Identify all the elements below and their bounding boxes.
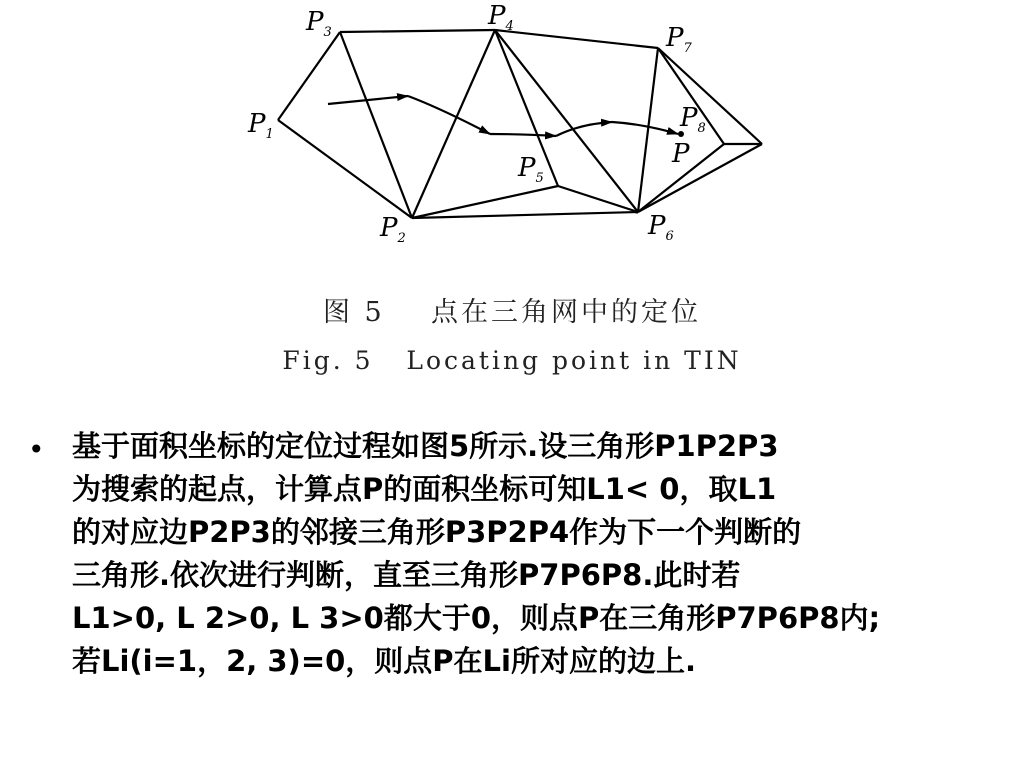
path-arrow-5 bbox=[612, 122, 678, 134]
bullet-marker: • bbox=[28, 433, 45, 466]
label-p1: $P_1$ bbox=[248, 109, 274, 142]
figure-caption-english: Fig. 5 Locating point in TIN bbox=[282, 346, 742, 375]
path-arrow-3 bbox=[490, 134, 556, 136]
edge-p5-p6 bbox=[558, 186, 638, 212]
label-p7: $P_7$ bbox=[666, 23, 692, 56]
label-p8: $P_8$ bbox=[680, 103, 706, 136]
figure-caption-chinese: 图 5 点在三角网中的定位 bbox=[322, 297, 702, 328]
edge-p2-p6 bbox=[412, 212, 638, 218]
body-paragraph: 基于面积坐标的定位过程如图5所示.设三角形P1P2P3 为搜索的起点，计算点P的面积坐标可知L1< 0，取L1 的对应边P2P3的邻接三角形P3P2P4作为下一个判断的 三角形.依次进行判断，直至三角形P7P6P8.此时若 L1>0, L 2>0, L 3>0都大于0，则点P在三角形P7P6P8内; 若Li(i=1，2, 3)=0，则点P在Li所对应的边上. bbox=[72, 429, 881, 678]
edge-p4-p7 bbox=[495, 30, 658, 48]
label-p6: $P_6$ bbox=[648, 211, 674, 244]
path-arrow-4 bbox=[556, 122, 612, 136]
edge-p7-p8 bbox=[658, 48, 762, 144]
edge-p3-p2 bbox=[340, 32, 412, 218]
edge-p2-p5 bbox=[412, 186, 558, 218]
label-p2: $P_2$ bbox=[380, 213, 406, 246]
edge-p2-p4 bbox=[412, 30, 495, 218]
edge-p4-p6 bbox=[495, 30, 638, 212]
edge-p6-p8 bbox=[638, 144, 762, 212]
edge-p7-p6 bbox=[638, 48, 658, 212]
tin-figure bbox=[240, 0, 780, 260]
path-arrow-2 bbox=[408, 96, 490, 134]
label-p: P bbox=[672, 139, 690, 169]
edge-p1-p3 bbox=[278, 32, 340, 120]
label-p4: $P_4$ bbox=[488, 1, 514, 34]
edge-p3-p4 bbox=[340, 30, 495, 32]
label-p5: $P_5$ bbox=[518, 153, 544, 186]
label-p3: $P_3$ bbox=[306, 7, 332, 40]
